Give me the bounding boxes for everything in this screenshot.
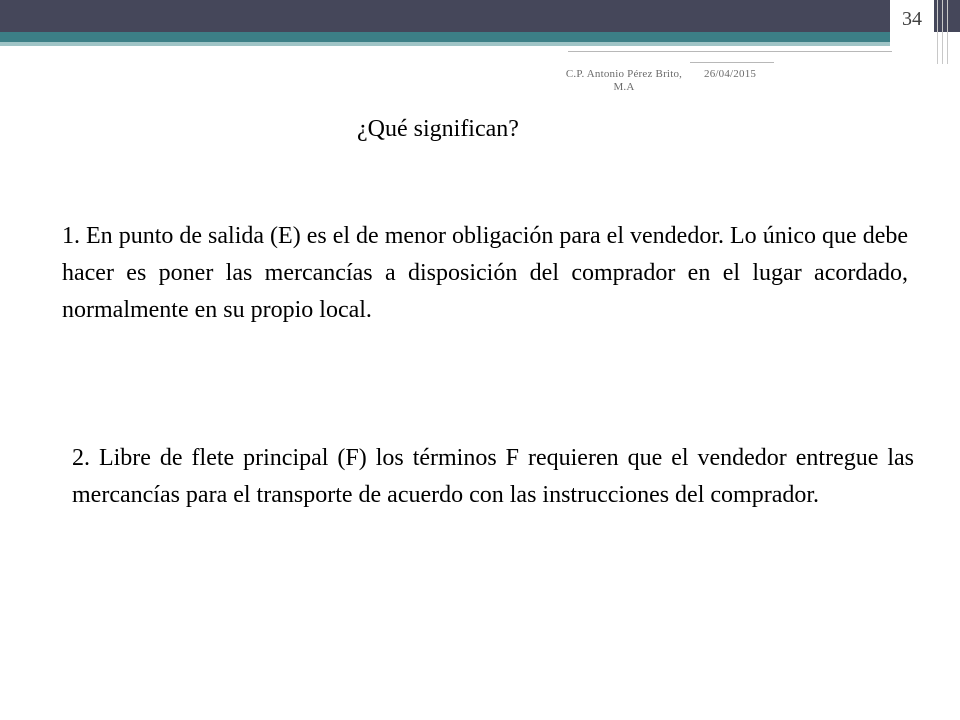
header-bar [0, 0, 960, 32]
body-paragraph-1: 1. En punto de salida (E) es el de menor obligación para el vendedor. Lo único que debe hacer es poner las mercancías a disposición del comprador en el lugar acordado, normalmente en su propio local. [62, 223, 908, 323]
footer-date: 26/04/2015 [704, 68, 757, 80]
slide-number: 34 [902, 8, 922, 30]
header-accent-band [0, 32, 890, 42]
divider-line [942, 0, 943, 64]
divider-line [690, 62, 774, 63]
body-paragraph-2: 2. Libre de flete principal (F) los términos F requieren que el vendedor entregue las mercancías para el transporte de acuerdo con las instrucciones del comprador. [72, 445, 914, 508]
divider-line [937, 0, 938, 64]
header-accent-band-light [0, 42, 890, 46]
footer-author: C.P. Antonio Pérez Brito, M.A [565, 68, 683, 93]
divider-line [568, 51, 892, 52]
slide-title: ¿Qué significan? [357, 116, 519, 142]
divider-line [947, 0, 948, 64]
